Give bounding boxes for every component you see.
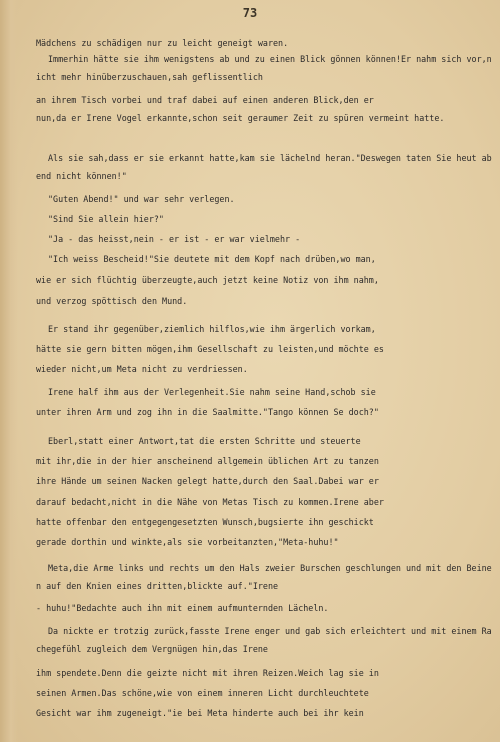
text-line: nun,da er Irene Vogel erkannte,schon seit geraumer Zeit zu spüren vermeint hatte. [36,113,445,123]
text-line: Irene half ihm aus der Verlegenheit.Sie nahm seine Hand,schob sie [48,387,376,397]
text-line: an ihrem Tisch vorbei und traf dabei auf einen anderen Blick,den er [36,95,374,105]
text-line-continuation: n auf den Knien eines dritten,blickte auf."Irene [36,581,279,591]
text-line: Meta,die Arme links und rechts um den Hals zweier Burschen geschlungen und mit den Beine [48,563,492,573]
page-number: 73 [242,6,258,20]
text-line: "Sind Sie allein hier?" [48,214,164,224]
text-line: Gesicht war ihm zugeneigt."ie bei Meta hinderte auch bei ihr kein [36,708,364,718]
text-line: "Ja - das heisst,nein - er ist - er war vielmehr - [48,234,301,244]
text-line: - huhu!"Bedachte auch ihn mit einem aufmunternden Lächeln. [36,603,329,613]
text-line: ihm spendete.Denn die geizte nicht mit ihren Reizen.Weich lag sie in [36,668,379,678]
text-line: "Guten Abend!" und war sehr verlegen. [48,194,235,204]
text-line: Mädchens zu schädigen nur zu leicht geneigt waren. [36,38,289,48]
text-line: Er stand ihr gegenüber,ziemlich hilflos,wie ihm ärgerlich vorkam, [48,324,376,334]
text-line: hätte sie gern bitten mögen,ihm Gesellschaft zu leisten,und möchte es [36,344,384,354]
paper-edge [0,0,18,742]
text-line: "Ich weiss Bescheid!"Sie deutete mit dem Kopf nach drüben,wo man, [48,254,376,264]
text-line: und verzog spöttisch den Mund. [36,296,188,306]
text-line: unter ihren Arm und zog ihn in die Saalmitte."Tango können Se doch?" [36,407,379,417]
text-line-continuation: end nicht können!" [36,171,127,181]
text-line: seinen Armen.Das schöne,wie von einem inneren Licht durchleuchtete [36,688,369,698]
text-line: mit ihr,die in der hier anscheinend allgemein üblichen Art zu tanzen [36,456,379,466]
text-line: ihre Hände um seinen Nacken gelegt hatte,durch den Saal.Dabei war er [36,476,379,486]
text-line: wie er sich flüchtig überzeugte,auch jetzt keine Notiz von ihm nahm, [36,275,379,285]
text-line: gerade dorthin und winkte,als sie vorbeitanzten,"Meta-huhu!" [36,537,339,547]
text-line: darauf bedacht,nicht in die Nähe von Metas Tisch zu kommen.Irene aber [36,497,384,507]
text-line: Als sie sah,dass er sie erkannt hatte,kam sie lächelnd heran."Deswegen taten Sie heut ab [48,153,492,163]
text-line: Immerhin hätte sie ihm wenigstens ab und zu einen Blick gönnen können!Er nahm sich vor,n [48,54,492,64]
text-line-continuation: chegefühl zugleich dem Vergnügen hin,das Irene [36,644,268,654]
text-line: wieder nicht,um Meta nicht zu verdriessen. [36,364,248,374]
text-line: Da nickte er trotzig zurück,fasste Irene enger und gab sich erleichtert und mit einem Ra [48,626,492,636]
text-line-continuation: icht mehr hinüberzuschauen,sah geflissentlich [36,72,263,82]
text-line: Eberl,statt einer Antwort,tat die ersten Schritte und steuerte [48,436,361,446]
text-line: hatte offenbar den entgegengesetzten Wunsch,bugsierte ihn geschickt [36,517,374,527]
